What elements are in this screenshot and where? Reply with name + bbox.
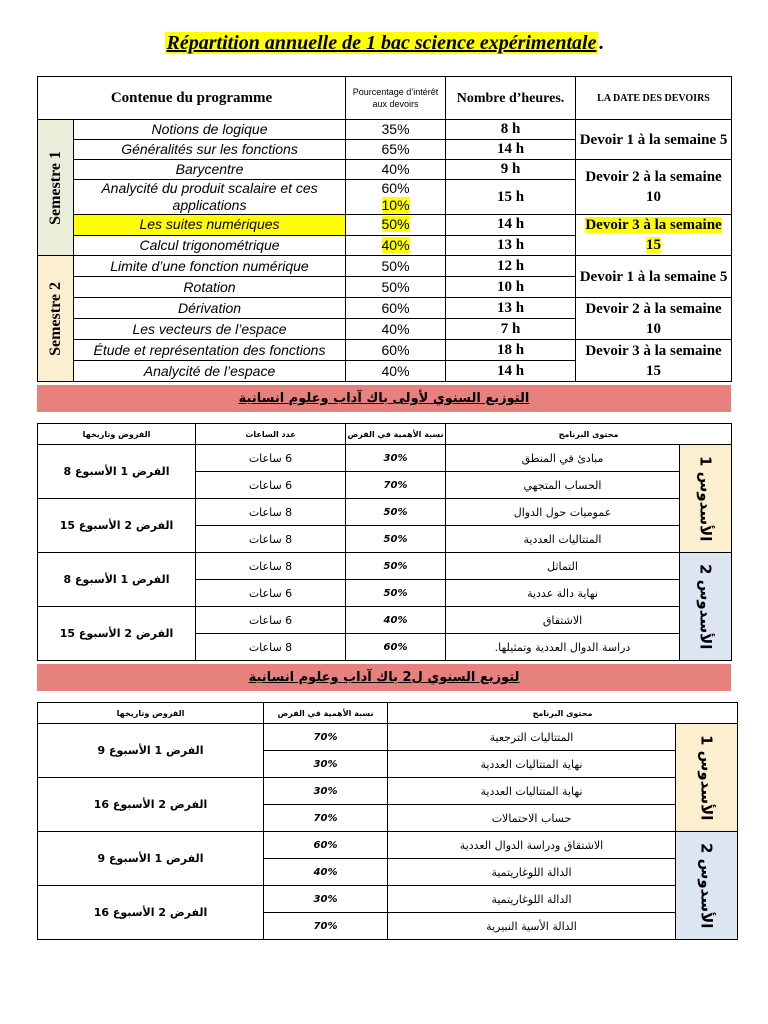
topic-cell: مبادئ في المنطق — [446, 445, 680, 472]
table-header-row — [38, 703, 738, 724]
exam-cell: الفرض 1 الأسبوع 9 — [38, 832, 264, 886]
topic-cell: Les vecteurs de l’espace — [74, 319, 346, 340]
semester-2-cell — [676, 832, 738, 940]
header-exam-date: LA DATE DES DEVOIRS — [576, 77, 732, 120]
topic-cell: الاشتقاق ودراسة الدوال العددية — [388, 832, 676, 859]
topic-cell: Analycité de l’espace — [74, 361, 346, 382]
hours-cell: 14 h — [446, 215, 576, 236]
percentage-cell: 40% — [346, 160, 446, 180]
hours-cell: 6 ساعات — [196, 607, 346, 634]
table-row — [38, 832, 738, 859]
hours-cell: 14 h — [446, 361, 576, 382]
hours-cell: 18 h — [446, 340, 576, 361]
percentage-cell: 30% — [346, 445, 446, 472]
topic-cell: الدالة اللوغاريتمية — [388, 859, 676, 886]
exam-cell: الفرض 2 الأسبوع 16 — [38, 886, 264, 940]
header-content: محتوى البرنامج — [446, 424, 732, 445]
table-row — [38, 160, 732, 180]
semester-1-label: Semestre 1 — [46, 150, 64, 225]
exam-cell: الفرض 1 الأسبوع 8 — [38, 445, 196, 499]
devoir-cell: Devoir 2 à la semaine 10 — [576, 160, 732, 215]
semester-1-cell — [680, 445, 732, 553]
percentage-cell: 30% — [264, 778, 388, 805]
percentage-cell: 60% — [346, 340, 446, 361]
percentage-value-highlighted: 50% — [381, 216, 410, 233]
table-row — [38, 499, 732, 526]
topic-cell: Analycité du produit scalaire et ces applications — [74, 180, 346, 215]
topic-cell: التماثل — [446, 553, 680, 580]
hours-cell: 7 h — [446, 319, 576, 340]
percentage-cell: 50% — [346, 553, 446, 580]
table-row — [38, 340, 732, 361]
table-row — [38, 298, 732, 319]
hours-cell: 8 h — [446, 120, 576, 140]
header-hours: عدد الساعات — [196, 424, 346, 445]
program-table-sciences — [37, 76, 732, 382]
percentage-cell: 65% — [346, 140, 446, 160]
topic-cell: نهاية المتتاليات العددية — [388, 778, 676, 805]
hours-cell: 8 ساعات — [196, 526, 346, 553]
header-exams: الفروض وتاريخها — [38, 424, 196, 445]
percentage-cell: 50% — [346, 580, 446, 607]
exam-cell: الفرض 2 الأسبوع 16 — [38, 778, 264, 832]
devoir-cell — [576, 215, 732, 256]
exam-cell: الفرض 1 الأسبوع 8 — [38, 553, 196, 607]
semester-1-cell — [38, 120, 74, 256]
header-percentage: Pourcentage d’intérêt aux devoirs — [346, 77, 446, 120]
semester-1-label: الأسدوس 1 — [696, 455, 715, 542]
banner-first-year-letters: التوزيع السنوي لأولى باك آداب وعلوم انسانية — [37, 385, 731, 412]
percentage-cell: 40% — [346, 607, 446, 634]
topic-cell: Limite d’une fonction numérique — [74, 256, 346, 277]
exam-cell: الفرض 2 الأسبوع 15 — [38, 499, 196, 553]
percentage-value: 60% — [381, 180, 410, 196]
topic-cell: المتتاليات العددية — [446, 526, 680, 553]
topic-cell: عموميات حول الدوال — [446, 499, 680, 526]
semester-2-label: الأسدوس 2 — [696, 563, 715, 650]
hours-cell: 8 ساعات — [196, 499, 346, 526]
semester-1-cell — [676, 724, 738, 832]
percentage-value-highlighted: 10% — [381, 197, 410, 213]
semester-1-label: الأسدوس 1 — [697, 734, 716, 821]
percentage-cell: 40% — [264, 859, 388, 886]
hours-cell: 10 h — [446, 277, 576, 298]
topic-cell: الدالة اللوغاريتمية — [388, 886, 676, 913]
table-row — [38, 445, 732, 472]
hours-cell: 6 ساعات — [196, 580, 346, 607]
percentage-cell: 40% — [346, 319, 446, 340]
hours-cell: 12 h — [446, 256, 576, 277]
hours-cell: 8 ساعات — [196, 553, 346, 580]
percentage-cell — [346, 235, 446, 256]
page-title: Répartition annuelle de 1 bac science expérimentale — [166, 32, 597, 54]
table-row — [38, 256, 732, 277]
devoir-highlighted: Devoir 3 à la semaine 15 — [585, 217, 722, 253]
topic-cell: Rotation — [74, 277, 346, 298]
header-percentage: نسبة الأهمية في الفرض — [346, 424, 446, 445]
header-content: Contenue du programme — [38, 77, 346, 120]
devoir-cell: Devoir 1 à la semaine 5 — [576, 120, 732, 160]
topic-cell: Dérivation — [74, 298, 346, 319]
devoir-cell: Devoir 2 à la semaine 10 — [576, 298, 732, 340]
percentage-cell: 60% — [264, 832, 388, 859]
topic-cell: Les suites numériques — [74, 215, 346, 236]
hours-cell: 8 ساعات — [196, 634, 346, 661]
table-row — [38, 886, 738, 913]
banner-second-year-letters: لتوزيع السنوي ل2 باك آداب وعلوم انسانية — [37, 664, 731, 691]
percentage-value-highlighted: 40% — [381, 236, 410, 253]
table-row — [38, 607, 732, 634]
semester-2-cell — [38, 256, 74, 382]
percentage-cell: 60% — [346, 634, 446, 661]
table-row — [38, 553, 732, 580]
header-exams: الفروض وتاريخها — [38, 703, 264, 724]
percentage-cell: 70% — [346, 472, 446, 499]
exam-cell: الفرض 2 الأسبوع 15 — [38, 607, 196, 661]
table-row — [38, 120, 732, 140]
hours-cell: 14 h — [446, 140, 576, 160]
topic-cell: Barycentre — [74, 160, 346, 180]
topic-cell: الحساب المتجهي — [446, 472, 680, 499]
percentage-cell: 30% — [264, 751, 388, 778]
topic-cell: Notions de logique — [74, 120, 346, 140]
program-table-2bac-letters — [37, 702, 738, 940]
title-dot: . — [598, 32, 604, 54]
topic-cell: Généralités sur les fonctions — [74, 140, 346, 160]
percentage-cell: 50% — [346, 256, 446, 277]
table-header-row — [38, 424, 732, 445]
semester-2-label: Semestre 2 — [46, 281, 64, 356]
hours-cell: 13 h — [446, 298, 576, 319]
header-hours: Nombre d’heures. — [446, 77, 576, 120]
percentage-cell — [346, 215, 446, 236]
title-wrap — [0, 32, 768, 55]
percentage-cell: 35% — [346, 120, 446, 140]
percentage-cell: 50% — [346, 499, 446, 526]
topic-cell: دراسة الدوال العددية وتمثيلها. — [446, 634, 680, 661]
table-row — [38, 215, 732, 236]
topic-cell: نهاية المتتاليات العددية — [388, 751, 676, 778]
hours-cell: 6 ساعات — [196, 472, 346, 499]
program-table-1bac-letters — [37, 423, 732, 661]
percentage-cell: 70% — [264, 724, 388, 751]
percentage-cell — [346, 180, 446, 215]
percentage-cell: 60% — [346, 298, 446, 319]
table-row — [38, 724, 738, 751]
hours-cell: 6 ساعات — [196, 445, 346, 472]
table-header-row — [38, 77, 732, 120]
topic-cell: حساب الاحتمالات — [388, 805, 676, 832]
semester-2-label: الأسدوس 2 — [697, 842, 716, 929]
percentage-cell: 70% — [264, 913, 388, 940]
topic-cell: نهاية دالة عددية — [446, 580, 680, 607]
topic-cell: Calcul trigonométrique — [74, 235, 346, 256]
hours-cell: 15 h — [446, 180, 576, 215]
percentage-cell: 70% — [264, 805, 388, 832]
percentage-cell: 40% — [346, 361, 446, 382]
percentage-cell: 50% — [346, 277, 446, 298]
devoir-cell: Devoir 1 à la semaine 5 — [576, 256, 732, 298]
semester-2-cell — [680, 553, 732, 661]
hours-cell: 13 h — [446, 235, 576, 256]
percentage-cell: 50% — [346, 526, 446, 553]
header-percentage: نسبة الأهمية في الفرض — [264, 703, 388, 724]
topic-cell: Étude et représentation des fonctions — [74, 340, 346, 361]
header-content: محتوى البرنامج — [388, 703, 738, 724]
percentage-cell: 30% — [264, 886, 388, 913]
topic-cell: الدالة الأسية النبيرية — [388, 913, 676, 940]
topic-cell: المتتاليات الترجعية — [388, 724, 676, 751]
topic-cell: الاشتقاق — [446, 607, 680, 634]
exam-cell: الفرض 1 الأسبوع 9 — [38, 724, 264, 778]
hours-cell: 9 h — [446, 160, 576, 180]
devoir-cell: Devoir 3 à la semaine 15 — [576, 340, 732, 382]
table-row — [38, 778, 738, 805]
